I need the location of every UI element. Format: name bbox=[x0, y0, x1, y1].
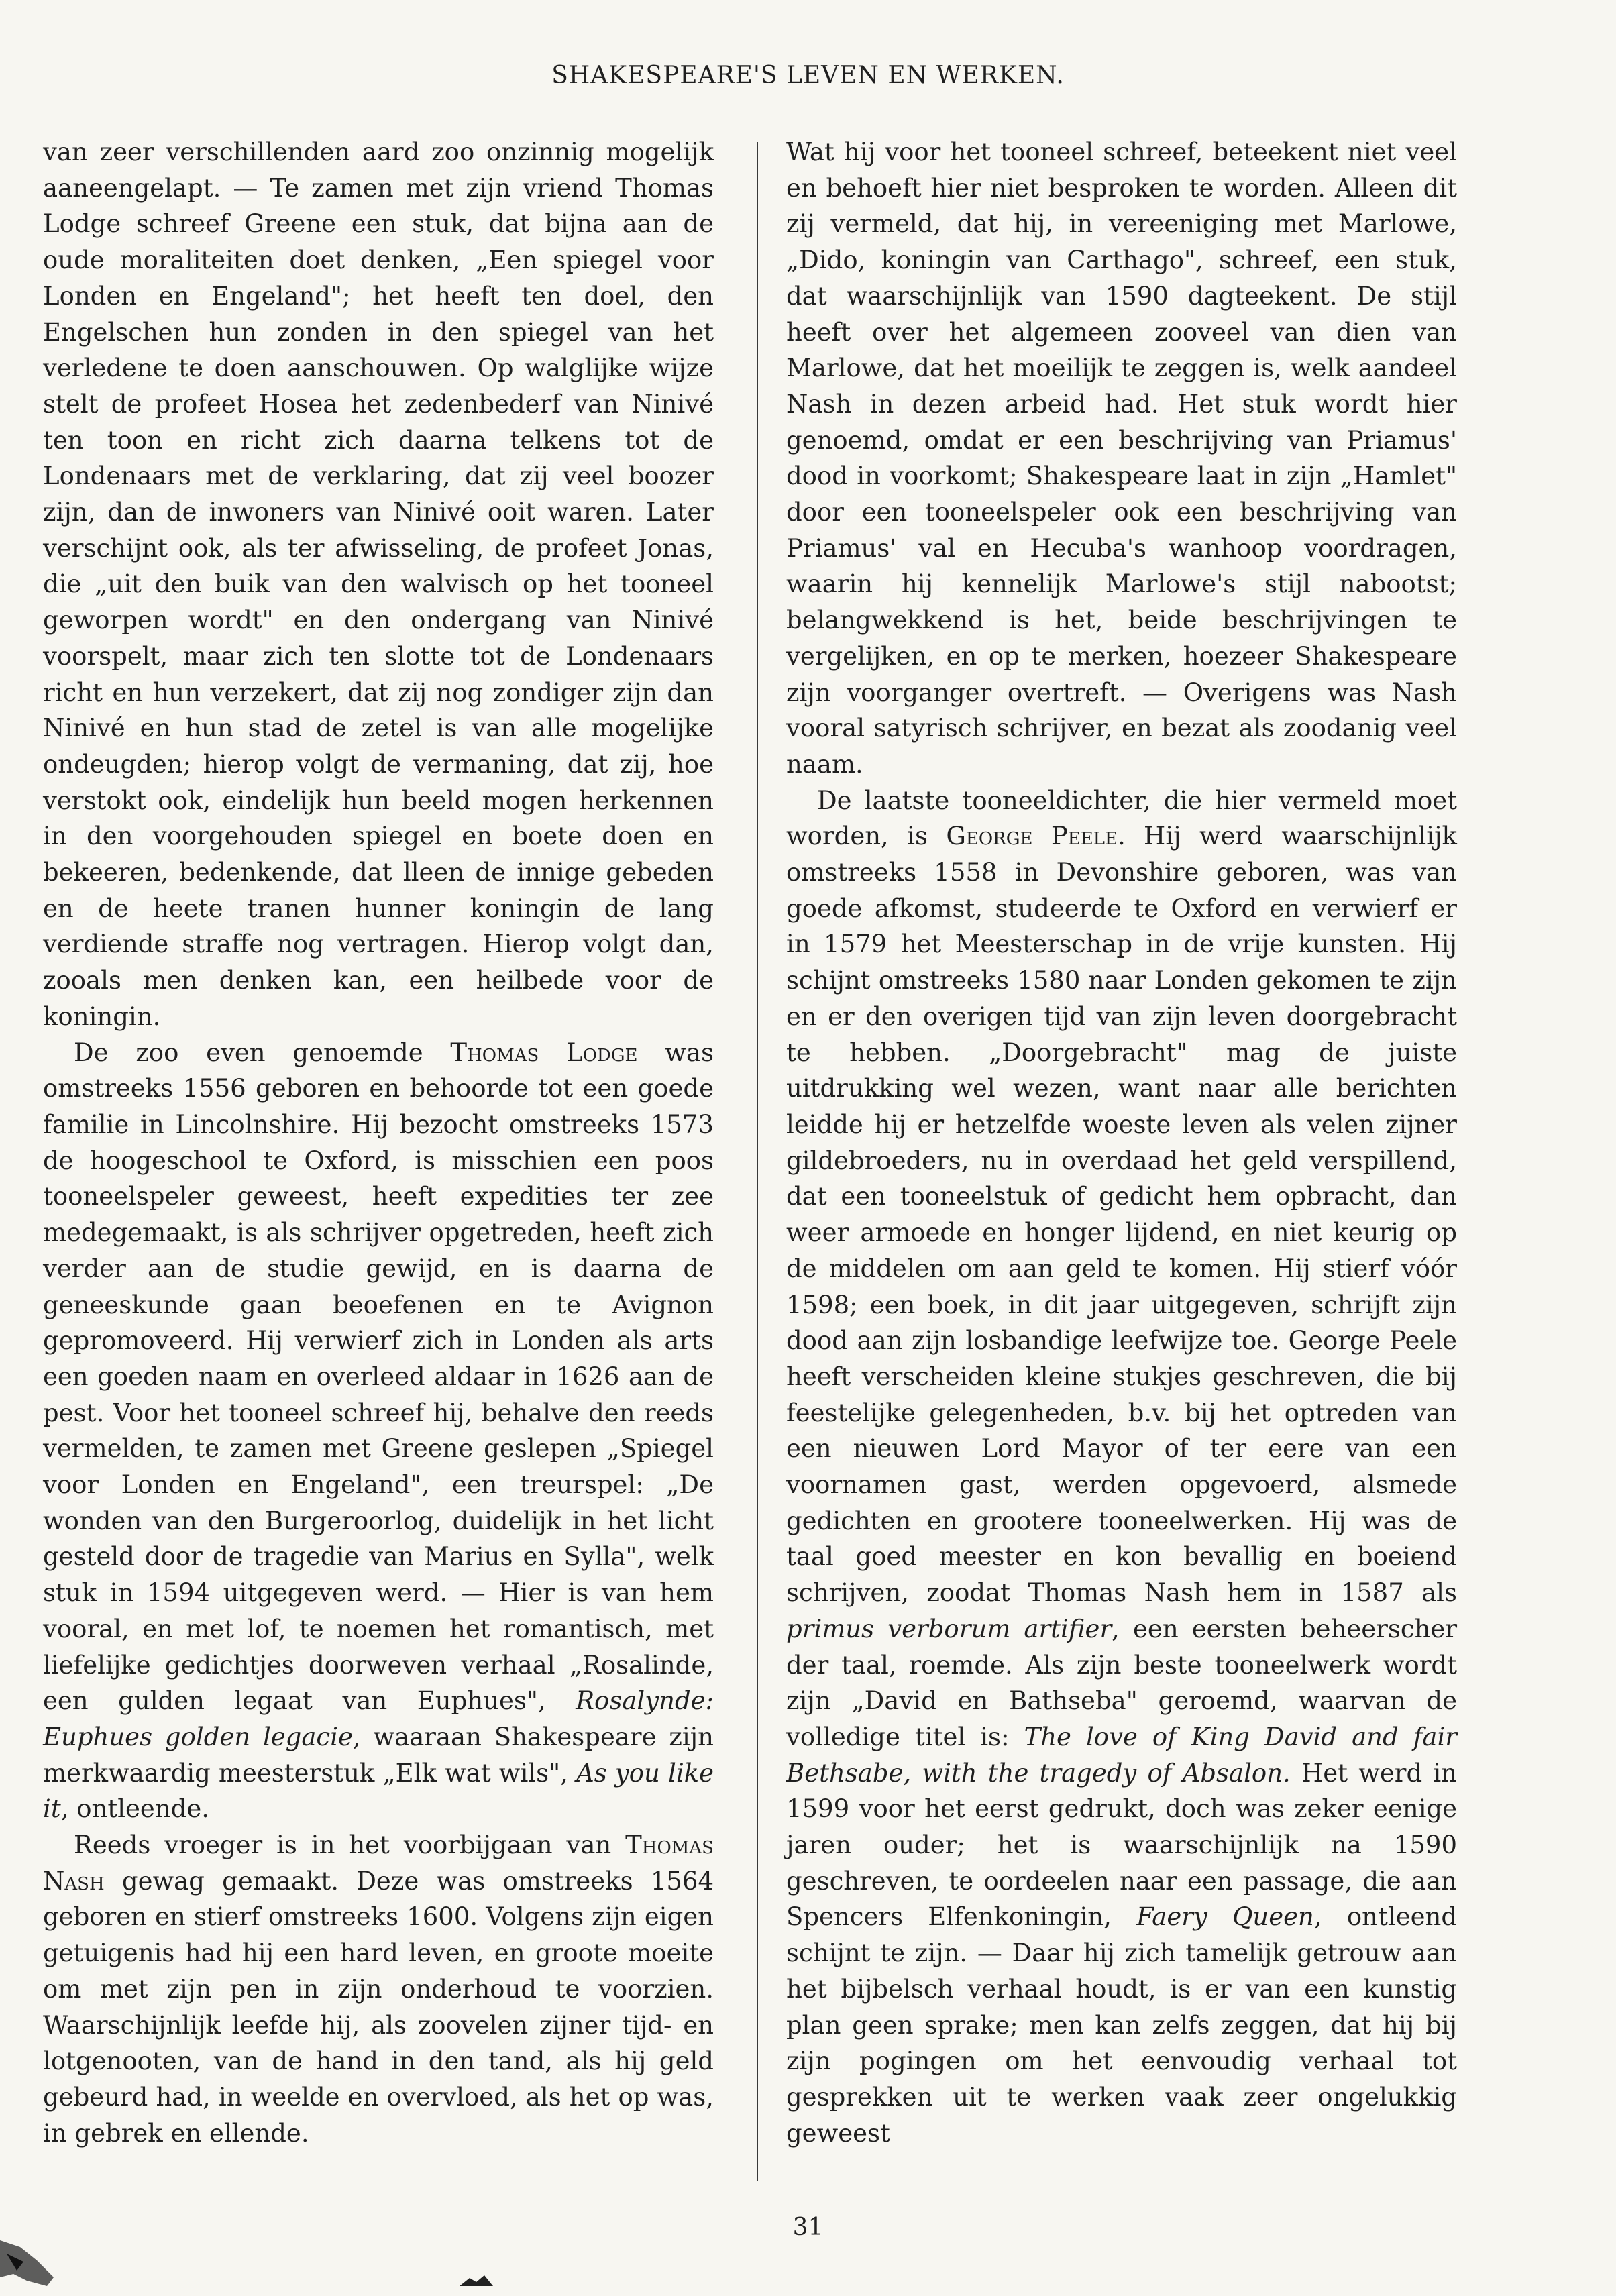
left-column bbox=[43, 134, 714, 2151]
running-header: SHAKESPEARE'S LEVEN EN WERKEN. bbox=[551, 62, 1065, 89]
paragraph-thomas-lodge: De zoo even genoemde Thomas Lodge was omstreeks 1556 geboren en behoorde tot een goede familie in Lincolnshire. Hij bezocht omstreeks 1573 de hoogeschool te Oxford, is misschien een poos tooneelspeler geweest, heeft expedities ter zee medegemaakt, is als schrijver opgetreden, heeft zich verder aan de studie gewijd, en is daarna de geneeskunde gaan beoefenen en te Avignon gepromoveerd. Hij verwierf zich in Londen als arts een goeden naam en overleed aldaar in 1626 aan de pest. Voor het tooneel schreef hij, behalve den reeds vermelden, te zamen met Greene geslepen „Spiegel voor Londen en Engeland", een treurspel: „De wonden van den Burgeroorlog, duidelijk in het licht gesteld door de tragedie van Marius en Sylla", welk stuk in 1594 uitgegeven werd. — Hier is van hem vooral, en met lof, te noemen het romantisch, met liefelijke gedichtjes doorweven verhaal „Rosalinde, een gulden legaat van Euphues", Rosalynde: Euphues golden legacie, waaraan Shakespeare zijn merkwaardig meesterstuk „Elk wat wils", As you like it, ontleende. bbox=[43, 1038, 714, 1824]
title-love-of-king-david: The love of King David and fair Bethsabe, with the tragedy of Absalon. bbox=[786, 1722, 1457, 1788]
paragraph-greene-play: van zeer verschillenden aard zoo onzinnig mogelijk aaneengelapt. — Te zamen met zijn vriend Thomas Lodge schreef Greene een stuk, dat bijna aan de oude moraliteiten doet denken, „Een spiegel voor Londen en Engeland"; het heeft ten doel, den Engelschen hun zonden in den spiegel van het verledene te doen aanschouwen. Op walglijke wijze stelt de profeet Hosea het zedenbederf van Ninivé ten toon en richt zich daarna telkens tot de Londenaars met de verklaring, dat zij veel boozer zijn, dan de inwoners van Ninivé ooit waren. Later verschijnt ook, als ter afwisseling, de profeet Jonas, die „uit den buik van den walvisch op het tooneel geworpen wordt" en den ondergang van Ninivé voorspelt, maar zich ten slotte tot de Londenaars richt en hun verzekert, dat zij nog zondiger zijn dan Ninivé en hun stad de zetel is van alle mogelijke ondeugden; hierop volgt de vermaning, dat zij, hoe verstokt ook, eindelijk hun beeld mogen herkennen in den voorgehouden spiegel en boete doen en bekeeren, bedenkende, dat lleen de innige gebeden en de heete tranen hunner koningin de lang verdiende straffe nog vertragen. Hierop volgt dan, zooals men denken kan, een heilbede voor de koningin. bbox=[43, 138, 714, 1031]
name-thomas-lodge: Thomas Lodge bbox=[450, 1038, 638, 1067]
title-rosalynde: Rosalynde: Euphues golden legacie bbox=[43, 1686, 714, 1751]
page-number: 31 bbox=[792, 2213, 824, 2241]
printer-mark-icon bbox=[456, 2273, 496, 2290]
name-thomas-nash: Thomas Nash bbox=[43, 1830, 714, 1896]
title-faery-queen: Faery Queen bbox=[1136, 1902, 1314, 1932]
column-divider bbox=[757, 142, 758, 2181]
ink-smudge-icon bbox=[0, 2213, 60, 2287]
paragraph-thomas-nash: Reeds vroeger is in het voorbijgaan van Thomas Nash gewag gemaakt. Deze was omstreeks 1564 geboren en stierf omstreeks 1600. Volgens zijn eigen getuigenis had hij een hard leven, en groote moeite om met zijn pen in zijn onderhoud te voorzien. Waarschijnlijk leefde hij, als zoovelen zijner tijd- en lotgenooten, van de hand in den tand, als hij geld gebeurd had, in weelde en overvloed, als het op was, in gebrek en ellende. bbox=[43, 1830, 714, 2148]
right-column bbox=[786, 134, 1457, 2151]
paragraph-nash-works: Wat hij voor het tooneel schreef, beteekent niet veel en behoeft hier niet besproken te worden. Alleen dit zij vermeld, dat hij, in vereeniging met Marlowe, „Dido, koningin van Carthago", schreef, een stuk, dat waarschijnlijk van 1590 dagteekent. De stijl heeft over het algemeen zooveel van dien van Marlowe, dat het moeilijk te zeggen is, welk aandeel Nash in dezen arbeid had. Het stuk wordt hier genoemd, omdat er een beschrijving van Priamus' dood in voorkomt; Shakespeare laat in zijn „Hamlet" door een tooneelspeler ook een beschrijving van Priamus' val en Hecuba's wanhoop voordragen, waarin hij kennelijk Marlowe's stijl nabootst; belangwekkend is het, beide beschrijvingen te vergelijken, en op te merken, hoezeer Shakespeare zijn voorganger overtreft. — Overigens was Nash vooral satyrisch schrijver, en bezat als zoodanig veel naam. bbox=[786, 138, 1457, 779]
name-george-peele: George Peele bbox=[946, 822, 1118, 851]
paragraph-george-peele: De laatste tooneeldichter, die hier vermeld moet worden, is George Peele. Hij werd waarschijnlijk omstreeks 1558 in Devonshire geboren, was van goede afkomst, studeerde te Oxford en verwierf er in 1579 het Meesterschap in de vrije kunsten. Hij schijnt omstreeks 1580 naar Londen gekomen te zijn en er den overigen tijd van zijn leven doorgebracht te hebben. „Doorgebracht" mag de juiste uitdrukking wel wezen, want naar alle berichten leidde hij er hetzelfde woeste leven als velen zijner gildebroeders, nu in overdaad het geld verspillend, dat een tooneelstuk of gedicht hem opbracht, dan weer armoede en honger lijdend, en niet keurig op de middelen om aan geld te komen. Hij stierf vóór 1598; een boek, in dit jaar uitgegeven, schrijft zijn dood aan zijn losbandige leefwijze toe. George Peele heeft verscheiden kleine stukjes geschreven, die bij feestelijke gelegenheden, b.v. bij het optreden van een nieuwen Lord Mayor of ter eere van een voornamen gast, werden opgevoerd, alsmede gedichten en grootere tooneelwerken. Hij was de taal goed meester en kon bevallig en boeiend schrijven, zoodat Thomas Nash hem in 1587 als primus verborum artifier, een eersten beheerscher der taal, roemde. Als zijn beste tooneelwerk wordt zijn „David en Bathseba" geroemd, waarvan de volledige titel is: The love of King David and fair Bethsabe, with the tragedy of Absalon. Het werd in 1599 voor het eerst gedrukt, doch was zeker eenige jaren ouder; het is waarschijnlijk na 1590 geschreven, te oordeelen naar een passage, die aan Spencers Elfenkoningin, Faery Queen, ontleend schijnt te zijn. — Daar hij zich tamelijk getrouw aan het bijbelsch verhaal houdt, is er van een kunstig plan geen sprake; men kan zelfs zeggen, dat hij bij zijn pogingen om het eenvoudig verhaal tot gesprekken uit te werken vaak zeer ongelukkig geweest bbox=[786, 785, 1458, 2148]
phrase-primus-verborum: primus verborum artifier bbox=[786, 1614, 1112, 1643]
title-as-you-like-it: As you like it bbox=[43, 1758, 714, 1824]
